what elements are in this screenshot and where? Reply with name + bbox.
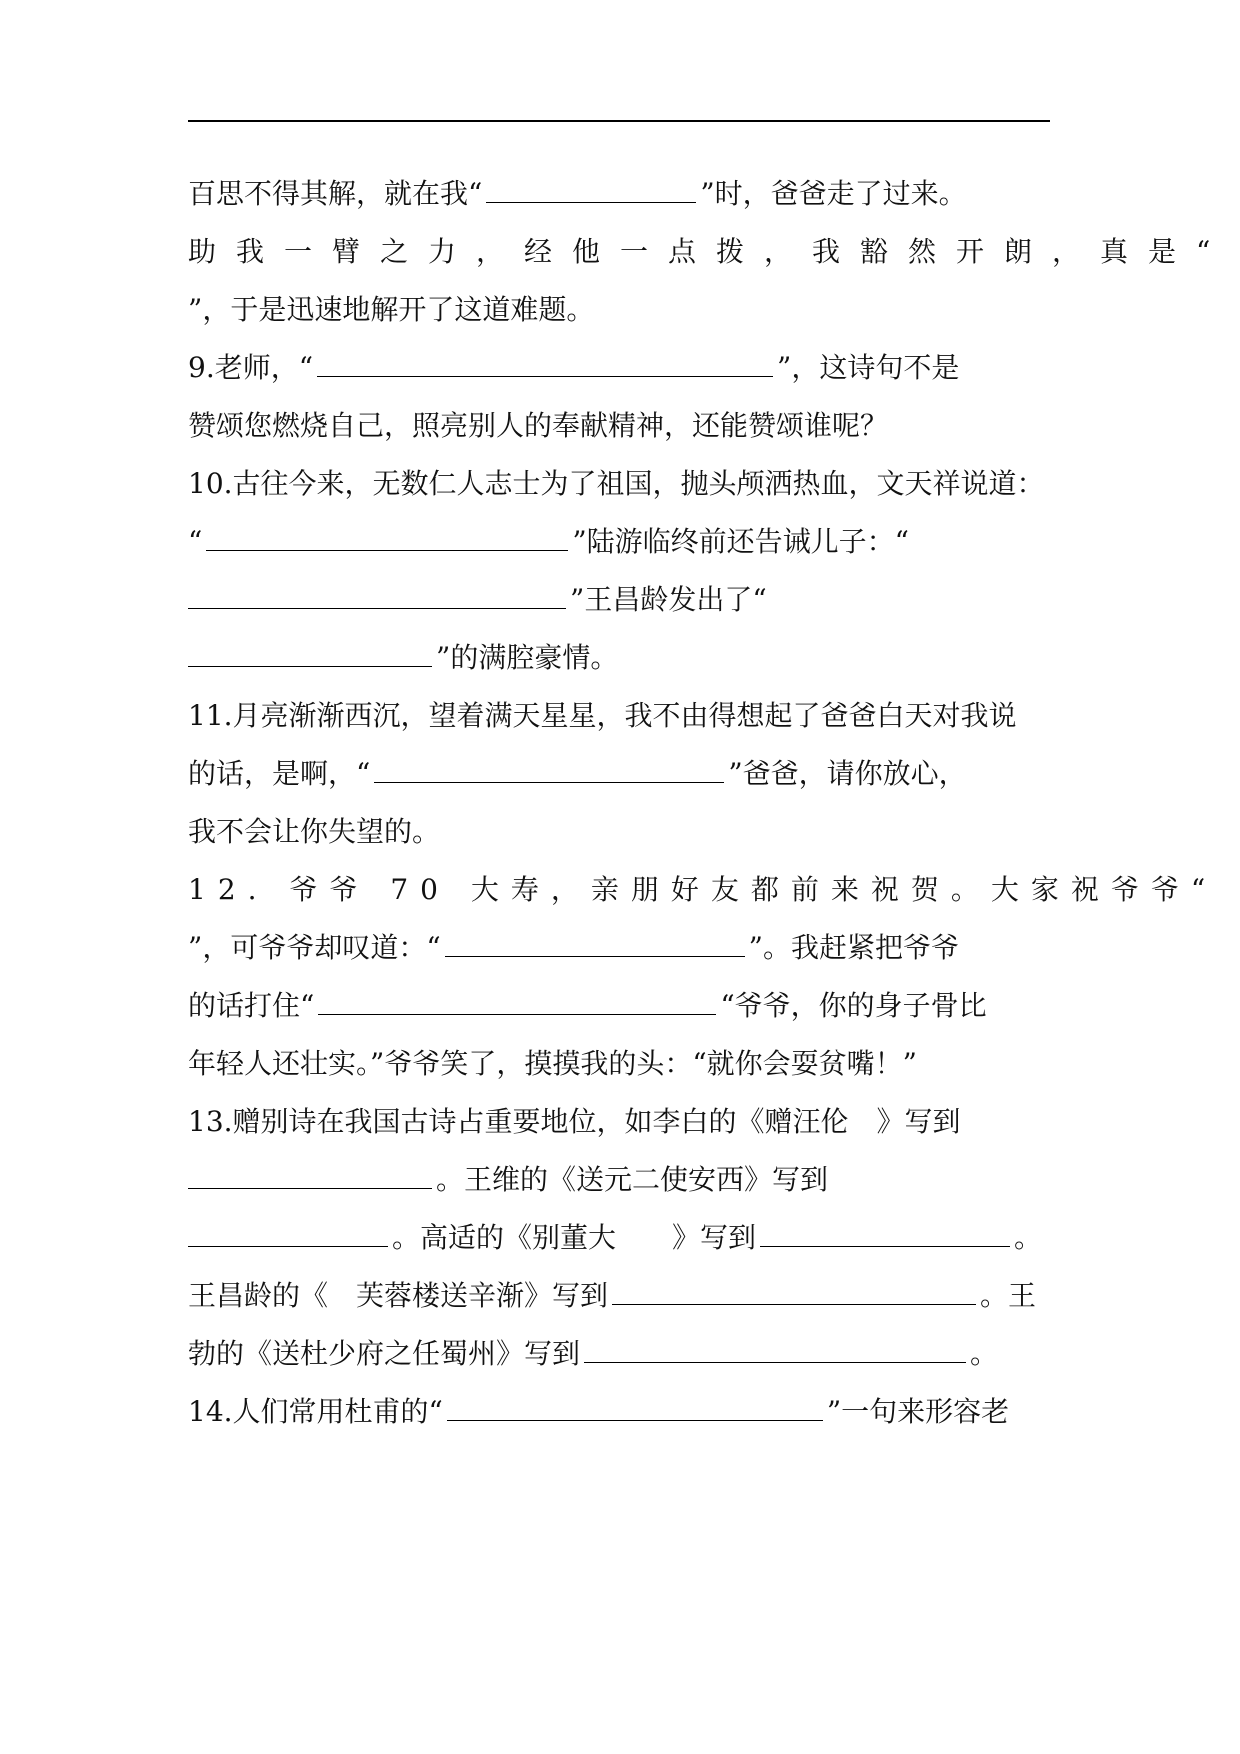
question-11 (188, 696, 1017, 736)
text-line (188, 580, 767, 620)
answer-blank[interactable] (188, 580, 566, 609)
line-text: 13.赠别诗在我国古诗占重要地位，如李白的《赠汪伦 》写到 (188, 1105, 961, 1138)
line-text: 。王维的《送元二使安西》写到 (436, 1163, 829, 1196)
text-line (188, 174, 967, 214)
line-text: 百思不得其解，就在我“ (188, 177, 483, 210)
line-text: 的话，是啊，“ (188, 757, 371, 790)
text-line (188, 1334, 998, 1374)
text-line (188, 406, 888, 446)
line-text: ”陆游临终前还告诫儿子：“ (572, 525, 909, 558)
question-9 (188, 348, 959, 388)
line-text: 助我一臂之力，经他一点拨，我豁然开朗，真是“ (188, 235, 1231, 268)
line-text: 。王 (980, 1279, 1037, 1312)
line-text: ”王昌龄发出了“ (570, 583, 767, 616)
line-text: ”，于是迅速地解开了这道难题。 (188, 293, 595, 326)
question-12 (188, 870, 1217, 910)
line-text: ”时，爸爸走了过来。 (700, 177, 967, 210)
answer-blank[interactable] (188, 638, 432, 667)
answer-blank[interactable] (188, 1218, 388, 1247)
line-text: 。 (1014, 1221, 1043, 1254)
question-10 (188, 464, 1045, 504)
text-line (188, 1160, 828, 1200)
answer-blank[interactable] (188, 1160, 432, 1189)
line-text: ”的满腔豪情。 (436, 641, 619, 674)
answer-blank[interactable] (584, 1334, 966, 1363)
text-line (188, 638, 618, 678)
text-line (188, 812, 440, 852)
answer-blank[interactable] (486, 174, 696, 203)
line-text: ”一句来形容老 (826, 1395, 1010, 1428)
line-text: 14.人们常用杜甫的“ (188, 1395, 443, 1428)
answer-blank[interactable] (447, 1392, 823, 1421)
line-text: 赞颂您燃烧自己，照亮别人的奉献精神，还能赞颂谁呢？ (188, 409, 889, 442)
line-text: 勃的《送杜少府之任蜀州》写到 (188, 1337, 581, 1370)
line-text: 。 (970, 1337, 999, 1370)
text-line (188, 232, 1230, 272)
text-line (188, 1276, 1036, 1316)
question-13 (188, 1102, 961, 1142)
answer-blank[interactable] (760, 1218, 1010, 1247)
line-text: ”。我赶紧把爷爷 (748, 931, 959, 964)
text-line (188, 522, 909, 562)
line-text: 我不会让你失望的。 (188, 815, 441, 848)
text-line (188, 290, 594, 330)
text-line (188, 754, 967, 794)
answer-blank[interactable] (445, 928, 745, 957)
line-text: 10.古往今来，无数仁人志士为了祖国，抛头颅洒热血，文天祥说道： (188, 467, 1045, 500)
line-text: 的话打住“ (188, 989, 315, 1022)
line-text: 12. 爷爷 70 大寿，亲朋好友都前来祝贺。大家祝爷爷“ (188, 873, 1218, 906)
line-text: 9.老师，“ (188, 351, 314, 384)
answer-blank[interactable] (374, 754, 724, 783)
text-line (188, 986, 987, 1026)
answer-blank[interactable] (206, 522, 568, 551)
text-line (188, 1218, 1042, 1258)
question-14 (188, 1392, 1009, 1432)
line-text: “ (188, 525, 203, 558)
line-text: “爷爷，你的身子骨比 (720, 989, 987, 1022)
line-text: 年轻人还壮实。”爷爷笑了，摸摸我的头：“就你会耍贫嘴！” (188, 1047, 917, 1080)
line-text: ”，这诗句不是 (777, 351, 960, 384)
line-text: 11.月亮渐渐西沉，望着满天星星，我不由得想起了爸爸白天对我说 (188, 699, 1017, 732)
text-line (188, 1044, 917, 1084)
text-line (188, 928, 959, 968)
answer-blank[interactable] (318, 986, 716, 1015)
line-text: ”，可爷爷却叹道：“ (188, 931, 441, 964)
line-text: 。高适的《别董大 》写到 (392, 1221, 757, 1254)
line-text: 王昌龄的《 芙蓉楼送辛渐》写到 (188, 1279, 609, 1312)
line-text: ”爸爸，请你放心， (728, 757, 967, 790)
answer-blank[interactable] (612, 1276, 976, 1305)
header-rule (188, 120, 1050, 122)
answer-blank[interactable] (317, 348, 773, 377)
